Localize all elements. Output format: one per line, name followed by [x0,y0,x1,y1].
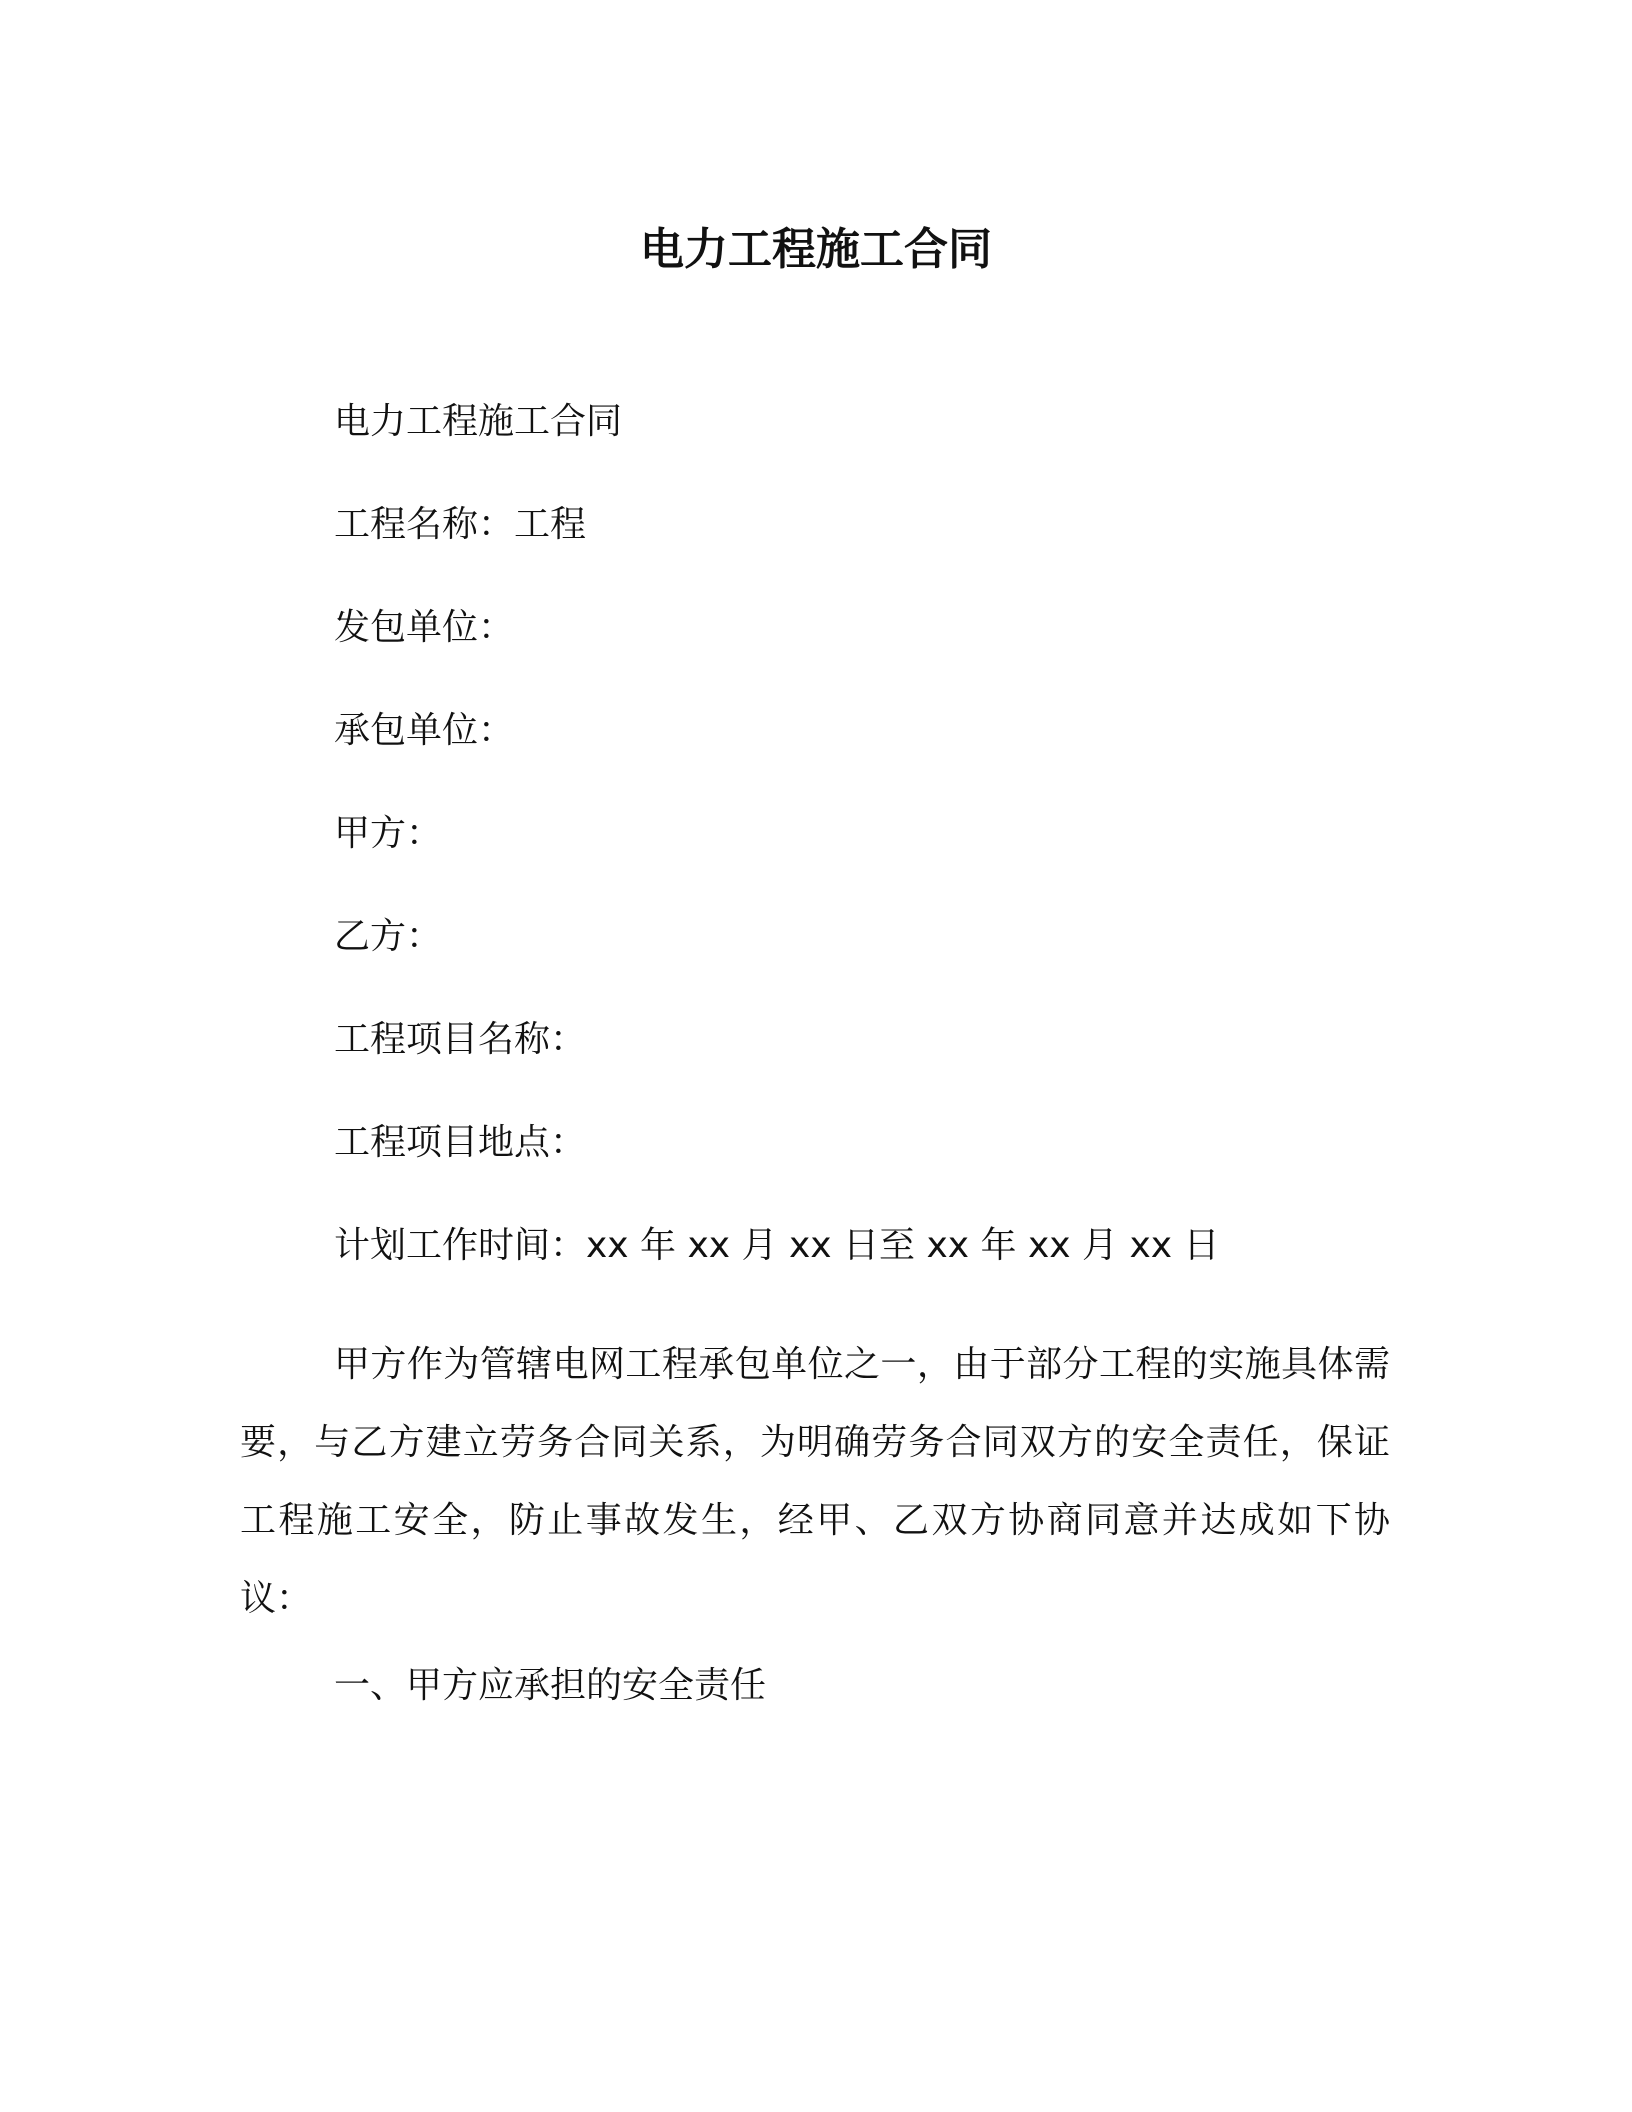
section-heading: 一、甲方应承担的安全责任 [334,1665,767,1706]
employer-line: 发包单位： [334,607,515,648]
contractor-line: 承包单位： [334,710,515,751]
party-a-line: 甲方： [334,813,443,854]
project-location-line: 工程项目地点： [334,1122,587,1163]
document-title: 电力工程施工合同 [640,224,992,275]
agreement-paragraph: 甲方作为管辖电网工程承包单位之一，由于部分工程的实施具体需要，与乙方建立劳务合同关系，为明确劳务合同双方的安全责任，保证工程施工安全，防止事故发生，经甲、乙双方协商同意并达成如下协议： [240,1344,1390,1619]
project-name-line: 工程名称：工程 [334,504,587,545]
planned-work-time-line: 计划工作时间：xx 年 xx 月 xx 日至 xx 年 xx 月 xx 日 [334,1225,1220,1266]
project-item-name-line: 工程项目名称： [334,1019,587,1060]
subtitle-line: 电力工程施工合同 [334,401,623,442]
party-b-line: 乙方： [334,916,443,957]
